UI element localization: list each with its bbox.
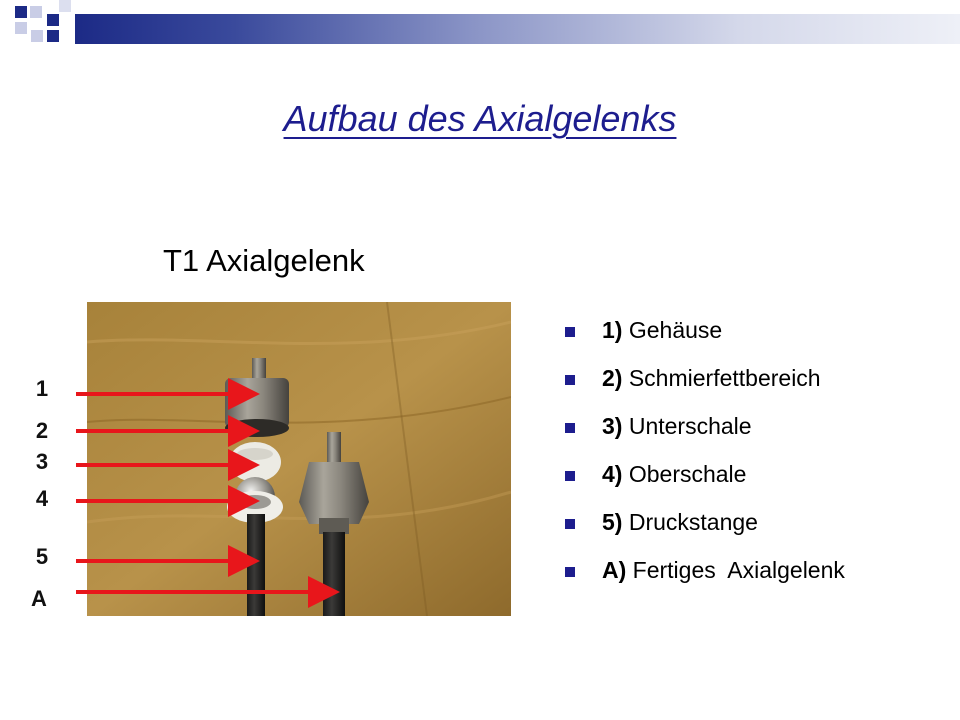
list-item-text: Gehäuse: [622, 317, 723, 343]
marker-label-4: 4: [35, 486, 49, 511]
list-item-text: Oberschale: [622, 461, 747, 487]
list-item-text: Schmierfettbereich: [622, 365, 821, 391]
slide-title: Aufbau des Axialgelenks: [283, 98, 677, 139]
marker-label-2: 2: [35, 418, 49, 443]
list-item-number: 5): [602, 509, 623, 535]
list-item-number: 4): [602, 461, 623, 487]
list-item: [565, 508, 845, 556]
list-item: [565, 460, 845, 508]
list-item: [565, 364, 845, 412]
list-item: [565, 316, 845, 364]
list-item-number: 3): [602, 413, 623, 439]
list-item-number: 2): [602, 365, 623, 391]
marker-label-3: 3: [35, 449, 49, 474]
marker-label-5: 5: [35, 544, 49, 569]
component-list: [565, 316, 845, 604]
list-item: [565, 412, 845, 460]
marker-label-a: A: [31, 586, 47, 611]
list-item-text: Unterschale: [622, 413, 752, 439]
slide-subtitle: T1 Axialgelenk: [163, 243, 365, 278]
marker-label-1: 1: [35, 376, 49, 401]
list-item-text: Fertiges Axialgelenk: [626, 557, 845, 583]
list-item-number: 1): [602, 317, 623, 343]
list-item: [565, 556, 845, 604]
list-item-text: Druckstange: [622, 509, 758, 535]
list-item-number: A): [602, 557, 627, 583]
